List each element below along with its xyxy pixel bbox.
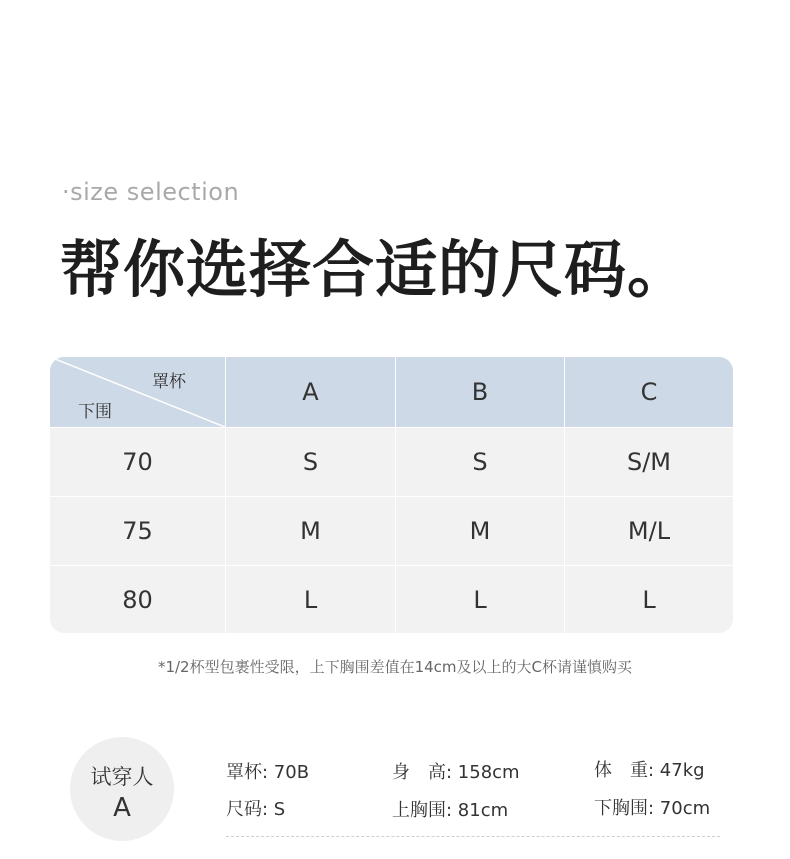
diagonal-line	[50, 357, 225, 427]
tester-upper-bust: 上胸围: 81cm	[392, 800, 509, 821]
size-cell: L	[225, 566, 395, 633]
table-row	[50, 565, 733, 633]
size-cell: M	[225, 497, 395, 565]
size-cell: M	[395, 497, 564, 565]
tester-label: 试穿人	[90, 765, 154, 789]
tester-avatar	[70, 737, 174, 841]
section-subtitle: ·size selection	[62, 178, 240, 206]
column-header-a: A	[225, 357, 395, 427]
size-table	[50, 357, 733, 633]
band-cell: 70	[122, 448, 153, 476]
size-cell: L	[564, 566, 733, 633]
table-row	[50, 427, 733, 496]
column-header-c: C	[564, 357, 733, 427]
size-cell: S	[225, 428, 395, 496]
tester-height: 身 高: 158cm	[392, 762, 520, 783]
tester-weight: 体 重: 47kg	[594, 760, 705, 781]
corner-cell	[50, 357, 225, 427]
size-cell: L	[395, 566, 564, 633]
size-cell: M/L	[564, 497, 733, 565]
size-cell: S/M	[564, 428, 733, 496]
column-header-b: B	[395, 357, 564, 427]
divider	[226, 836, 720, 837]
tester-name: A	[113, 793, 131, 823]
tester-cup: 罩杯: 70B	[226, 762, 310, 783]
table-header-row	[50, 357, 733, 427]
band-label: 下围	[78, 402, 112, 422]
tester-under-bust: 下胸围: 70cm	[594, 798, 711, 819]
fit-note: *1/2杯型包裹性受限，上下胸围差值在14cm及以上的大C杯请谨慎购买	[157, 658, 633, 676]
band-cell: 80	[122, 586, 153, 614]
tester-size: 尺码: S	[226, 799, 286, 820]
page-title: 帮你选择合适的尺码。	[60, 233, 691, 306]
band-cell: 75	[122, 517, 153, 545]
size-cell: S	[395, 428, 564, 496]
cup-label: 罩杯	[152, 372, 186, 392]
table-row	[50, 496, 733, 565]
